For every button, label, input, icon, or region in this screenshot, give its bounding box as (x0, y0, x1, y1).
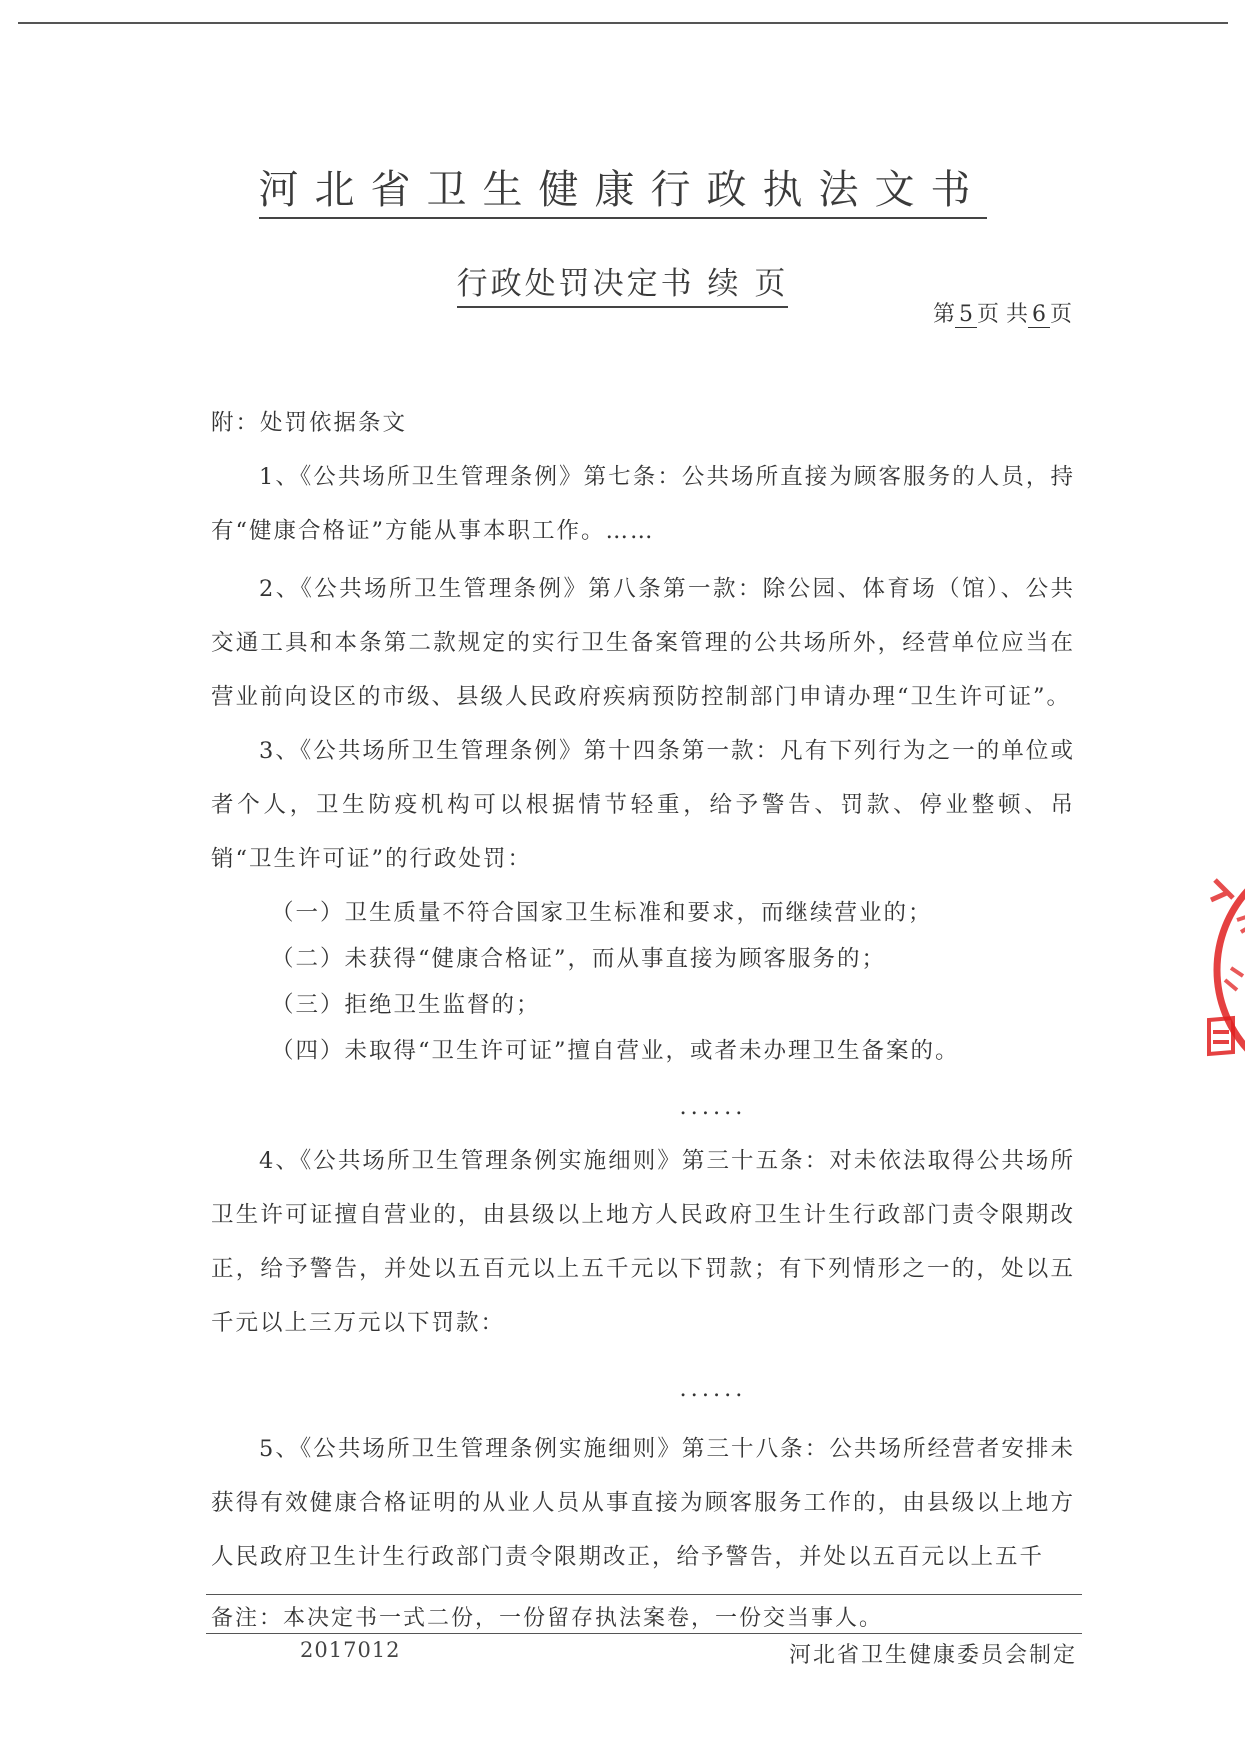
footer-bottom-line (206, 1633, 1082, 1634)
official-seal-icon (1185, 840, 1245, 1100)
page-total: 6 (1028, 302, 1050, 328)
top-border-line (18, 22, 1228, 24)
document-body (211, 396, 1075, 1584)
document-title-text: 河北省卫生健康行政执法文书 (259, 167, 987, 219)
page-mid: 页 共 (976, 302, 1028, 327)
attachment-heading: 附：处罚依据条文 (211, 410, 408, 436)
issuer-label: 河北省卫生健康委员会制定 (788, 1643, 1077, 1668)
ellipsis-1: ...... (679, 1094, 747, 1120)
document-subtitle-text: 行政处罚决定书 续 页 (457, 266, 789, 308)
footer-note: 备注：本决定书一式二份，一份留存执法案卷，一份交当事人。 (211, 1606, 884, 1631)
ellipsis-2: ...... (679, 1376, 747, 1402)
clause-3-item-4: （四）未取得“卫生许可证”擅自营业，或者未办理卫生备案的。 (271, 1038, 960, 1064)
page-suffix: 页 (1049, 302, 1072, 327)
clause-3-item-3: （三）拒绝卫生监督的； (271, 992, 541, 1018)
clause-3-item-2: （二）未获得“健康合格证”，而从事直接为顾客服务的； (271, 946, 887, 972)
clause-1: 1、《公共场所卫生管理条例》第七条：公共场所直接为顾客服务的人员，持有“健康合格证”方能从事本职工作。…… (211, 464, 1075, 544)
page-number (933, 297, 1072, 328)
document-title (0, 158, 1245, 215)
clause-3: 3、《公共场所卫生管理条例》第十四条第一款：凡有下列行为之一的单位或者个人，卫生防疫机构可以根据情节轻重，给予警告、罚款、停业整顿、吊销“卫生许可证”的行政处罚： (211, 738, 1075, 872)
document-code: 2017012 (300, 1638, 401, 1662)
clause-5: 5、《公共场所卫生管理条例实施细则》第三十八条：公共场所经营者安排未获得有效健康合格证明的从业人员从事直接为顾客服务工作的，由县级以上地方人民政府卫生计生行政部门责令限期改正，给予警告，并处以五百元以上五千 (211, 1436, 1075, 1570)
clause-3-item-1: （一）卫生质量不符合国家卫生标准和要求，而继续营业的； (271, 900, 933, 926)
page-current: 5 (955, 302, 977, 328)
clause-4: 4、《公共场所卫生管理条例实施细则》第三十五条：对未依法取得公共场所卫生许可证擅自营业的，由县级以上地方人民政府卫生计生行政部门责令限期改正，给予警告，并处以五百元以上五千元以下罚款；有下列情形之一的，处以五千元以上三万元以下罚款： (211, 1148, 1075, 1336)
page-prefix: 第 (932, 302, 955, 327)
footer-top-line (206, 1594, 1082, 1595)
clause-2: 2、《公共场所卫生管理条例》第八条第一款：除公园、体育场（馆）、公共交通工具和本条第二款规定的实行卫生备案管理的公共场所外，经营单位应当在营业前向设区的市级、县级人民政府疾病预防控制部门申请办理“卫生许可证”。 (211, 576, 1075, 710)
